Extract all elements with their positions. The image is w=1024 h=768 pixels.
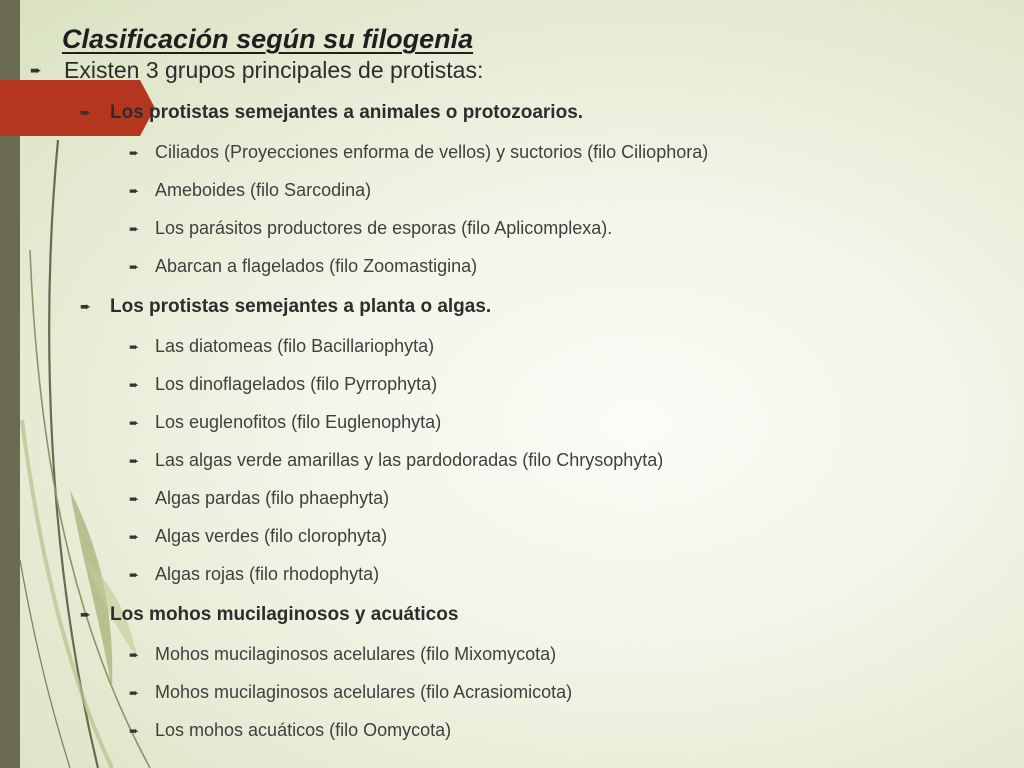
arrow-bullet-icon: ➨ <box>129 183 140 198</box>
list-item <box>129 336 434 357</box>
arrow-bullet-icon: ➨ <box>129 259 140 274</box>
list-item <box>129 218 612 239</box>
slide-title: Clasificación según su filogenia <box>62 24 474 54</box>
arrow-bullet-icon: ➨ <box>129 529 140 544</box>
group-heading-mohos <box>80 604 458 626</box>
list-item-text: Mohos mucilaginosos acelulares (filo Acrasiomicota) <box>155 682 573 702</box>
group-heading-text: Los mohos mucilaginosos y acuáticos <box>110 604 459 625</box>
group-heading-text: Los protistas semejantes a planta o algas. <box>110 296 492 317</box>
list-item-text: Algas rojas (filo rhodophyta) <box>155 564 380 584</box>
intro-text: Existen 3 grupos principales de protistas: <box>64 57 484 83</box>
arrow-bullet-icon: ➨ <box>129 221 140 236</box>
arrow-bullet-icon: ➨ <box>80 105 91 120</box>
list-item-text: Mohos mucilaginosos acelulares (filo Mixomycota) <box>155 644 557 664</box>
arrow-bullet-icon: ➨ <box>129 491 140 506</box>
arrow-bullet-icon: ➨ <box>129 685 140 700</box>
list-item-text: Ameboides (filo Sarcodina) <box>155 180 372 200</box>
list-item-text: Los mohos acuáticos (filo Oomycota) <box>155 720 452 740</box>
list-item <box>129 644 556 665</box>
arrow-bullet-icon: ➨ <box>129 567 140 582</box>
list-item-text: Abarcan a flagelados (filo Zoomastigina) <box>155 256 478 276</box>
list-item <box>129 682 572 703</box>
arrow-bullet-icon: ➨ <box>129 723 140 738</box>
group-heading-protozoarios <box>80 102 583 124</box>
arrow-bullet-icon: ➨ <box>129 145 140 160</box>
list-item-text: Los euglenofitos (filo Euglenophyta) <box>155 412 442 432</box>
arrow-bullet-icon: ➨ <box>129 339 140 354</box>
list-item <box>129 526 387 547</box>
arrow-bullet-icon: ➨ <box>80 299 91 314</box>
intro-item <box>30 57 483 84</box>
list-item-text: Los parásitos productores de esporas (filo Aplicomplexa). <box>155 218 613 238</box>
list-item-text: Los dinoflagelados (filo Pyrrophyta) <box>155 374 438 394</box>
list-item-text: Las algas verde amarillas y las pardodoradas (filo Chrysophyta) <box>155 450 664 470</box>
arrow-bullet-icon: ➨ <box>80 607 91 622</box>
arrow-bullet-icon: ➨ <box>129 415 140 430</box>
list-item <box>129 374 437 395</box>
group-heading-algas <box>80 296 491 318</box>
list-item <box>129 180 371 201</box>
list-item <box>129 488 389 509</box>
list-item <box>129 256 477 277</box>
arrow-bullet-icon: ➨ <box>129 453 140 468</box>
list-item <box>129 720 451 741</box>
list-item <box>129 450 663 471</box>
list-item-text: Algas pardas (filo phaephyta) <box>155 488 390 508</box>
list-item <box>129 142 708 163</box>
list-item-text: Ciliados (Proyecciones enforma de vellos) y suctorios (filo Ciliophora) <box>155 142 709 162</box>
list-item-text: Las diatomeas (filo Bacillariophyta) <box>155 336 435 356</box>
arrow-bullet-icon: ➨ <box>129 647 140 662</box>
list-item-text: Algas verdes (filo clorophyta) <box>155 526 388 546</box>
arrow-bullet-icon: ➨ <box>129 377 140 392</box>
group-heading-text: Los protistas semejantes a animales o protozoarios. <box>110 102 584 123</box>
list-item <box>129 564 379 585</box>
list-item <box>129 412 441 433</box>
arrow-bullet-icon: ➨ <box>30 62 42 78</box>
